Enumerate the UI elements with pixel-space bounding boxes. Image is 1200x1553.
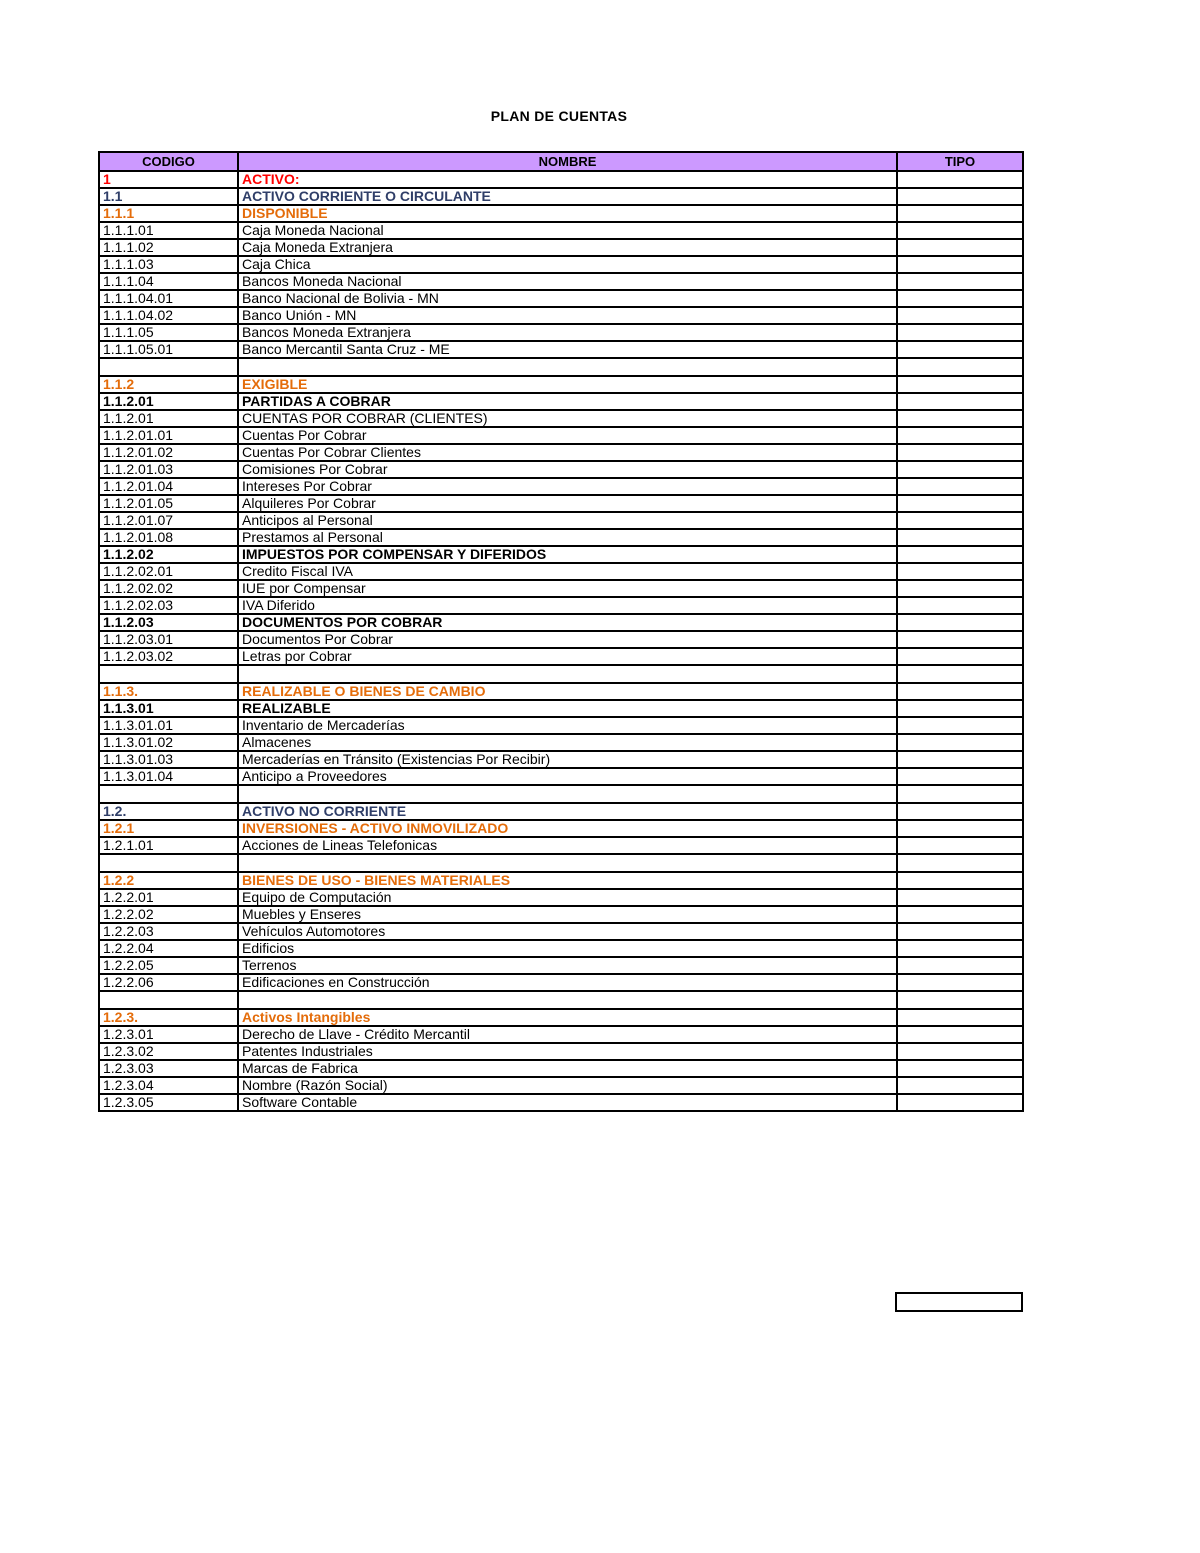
account-code-cell[interactable]: 1.1.1.02 [99, 239, 238, 256]
table-row [99, 957, 1023, 974]
account-name-cell[interactable]: REALIZABLE [238, 700, 897, 717]
account-name-cell[interactable]: Banco Unión - MN [238, 307, 897, 324]
account-type-cell[interactable] [897, 889, 1023, 906]
account-name-cell[interactable]: Letras por Cobrar [238, 648, 897, 665]
account-type-cell[interactable] [897, 205, 1023, 222]
table-row [99, 1026, 1023, 1043]
account-name-cell[interactable]: Almacenes [238, 734, 897, 751]
account-name-cell[interactable]: Banco Nacional de Bolivia - MN [238, 290, 897, 307]
account-code-cell[interactable]: 1.1.3.01.04 [99, 768, 238, 785]
account-code-cell[interactable]: 1.1.2.02.03 [99, 597, 238, 614]
table-row [99, 1094, 1023, 1111]
account-name-cell[interactable]: CUENTAS POR COBRAR (CLIENTES) [238, 410, 897, 427]
table-row [99, 803, 1023, 820]
table-row [99, 700, 1023, 717]
account-code-cell[interactable]: 1.1.2.01.01 [99, 427, 238, 444]
table-row [99, 1060, 1023, 1077]
table-row [99, 205, 1023, 222]
table-row [99, 631, 1023, 648]
account-code-cell[interactable]: 1.2.2.05 [99, 957, 238, 974]
account-name-cell[interactable]: Inventario de Mercaderías [238, 717, 897, 734]
table-row [99, 529, 1023, 546]
account-type-cell[interactable] [897, 341, 1023, 358]
account-type-cell[interactable] [897, 614, 1023, 631]
account-name-cell[interactable]: Caja Moneda Extranjera [238, 239, 897, 256]
table-row [99, 837, 1023, 854]
account-type-cell[interactable] [897, 358, 1023, 376]
account-name-cell[interactable]: Documentos Por Cobrar [238, 631, 897, 648]
table-row [99, 222, 1023, 239]
account-type-cell[interactable] [897, 512, 1023, 529]
table-row [99, 597, 1023, 614]
account-type-cell[interactable] [897, 734, 1023, 751]
account-type-cell[interactable] [897, 1060, 1023, 1077]
account-type-cell[interactable] [897, 820, 1023, 837]
account-code-cell[interactable]: 1.2.3.02 [99, 1043, 238, 1060]
header-row [99, 152, 1023, 171]
table-row [99, 940, 1023, 957]
account-code-cell[interactable]: 1.1.3.01.01 [99, 717, 238, 734]
account-code-cell[interactable]: 1.1 [99, 188, 238, 205]
table-row [99, 546, 1023, 563]
account-name-cell[interactable]: Mercaderías en Tránsito (Existencias Por Recibir) [238, 751, 897, 768]
table-row [99, 256, 1023, 273]
account-code-cell[interactable]: 1.1.2.01.07 [99, 512, 238, 529]
account-code-cell[interactable]: 1.1.2.03.02 [99, 648, 238, 665]
account-code-cell[interactable]: 1.1.3.01.03 [99, 751, 238, 768]
account-type-cell[interactable] [897, 906, 1023, 923]
account-name-cell[interactable]: Derecho de Llave - Crédito Mercantil [238, 1026, 897, 1043]
account-code-cell[interactable]: 1.1.2.02.02 [99, 580, 238, 597]
table-row [99, 341, 1023, 358]
account-code-cell[interactable]: 1.1.1.04.02 [99, 307, 238, 324]
account-name-cell[interactable]: Credito Fiscal IVA [238, 563, 897, 580]
account-name-cell[interactable]: Caja Moneda Nacional [238, 222, 897, 239]
account-code-cell[interactable]: 1.1.1 [99, 205, 238, 222]
account-name-cell[interactable] [238, 785, 897, 803]
account-code-cell[interactable] [99, 665, 238, 683]
account-name-cell[interactable]: Alquileres Por Cobrar [238, 495, 897, 512]
account-code-cell[interactable]: 1.1.2.02.01 [99, 563, 238, 580]
account-type-cell[interactable] [897, 837, 1023, 854]
account-type-cell[interactable] [897, 803, 1023, 820]
account-code-cell[interactable]: 1.2.2 [99, 872, 238, 889]
account-type-cell[interactable] [897, 563, 1023, 580]
account-type-cell[interactable] [897, 222, 1023, 239]
table-body [99, 171, 1023, 1111]
account-type-cell[interactable] [897, 683, 1023, 700]
account-type-cell[interactable] [897, 1043, 1023, 1060]
table-row [99, 495, 1023, 512]
account-code-cell[interactable]: 1.2.3.05 [99, 1094, 238, 1111]
table-row [99, 648, 1023, 665]
table-row [99, 991, 1023, 1009]
account-code-cell[interactable]: 1.2.1.01 [99, 837, 238, 854]
account-type-cell[interactable] [897, 1094, 1023, 1111]
table-row [99, 358, 1023, 376]
account-type-cell[interactable] [897, 290, 1023, 307]
table-row [99, 393, 1023, 410]
account-type-cell[interactable] [897, 393, 1023, 410]
table-row [99, 512, 1023, 529]
account-type-cell[interactable] [897, 648, 1023, 665]
table-row [99, 410, 1023, 427]
accounts-table [98, 151, 1024, 1112]
header-name[interactable]: NOMBRE [238, 152, 897, 171]
table-row [99, 734, 1023, 751]
account-name-cell[interactable]: Edificios [238, 940, 897, 957]
account-code-cell[interactable]: 1.1.1.01 [99, 222, 238, 239]
account-name-cell[interactable]: Edificaciones en Construcción [238, 974, 897, 991]
account-name-cell[interactable]: PARTIDAS A COBRAR [238, 393, 897, 410]
account-type-cell[interactable] [897, 495, 1023, 512]
account-type-cell[interactable] [897, 546, 1023, 563]
account-name-cell[interactable]: Bancos Moneda Extranjera [238, 324, 897, 341]
header-type[interactable]: TIPO [897, 152, 1023, 171]
table-row [99, 974, 1023, 991]
table-row [99, 889, 1023, 906]
account-type-cell[interactable] [897, 410, 1023, 427]
account-type-cell[interactable] [897, 307, 1023, 324]
account-code-cell[interactable]: 1.1.2.01.02 [99, 444, 238, 461]
account-name-cell[interactable]: Anticipo a Proveedores [238, 768, 897, 785]
table-row [99, 872, 1023, 889]
header-code[interactable]: CODIGO [99, 152, 238, 171]
account-code-cell[interactable]: 1.1.2 [99, 376, 238, 393]
account-code-cell[interactable]: 1.2.3. [99, 1009, 238, 1026]
account-name-cell[interactable]: Muebles y Enseres [238, 906, 897, 923]
account-code-cell[interactable]: 1.1.2.03.01 [99, 631, 238, 648]
account-code-cell[interactable]: 1.2.3.04 [99, 1077, 238, 1094]
account-name-cell[interactable]: Caja Chica [238, 256, 897, 273]
account-type-cell[interactable] [897, 256, 1023, 273]
account-type-cell[interactable] [897, 239, 1023, 256]
account-code-cell[interactable]: 1.2.3.03 [99, 1060, 238, 1077]
table-row [99, 854, 1023, 872]
account-type-cell[interactable] [897, 872, 1023, 889]
account-code-cell[interactable]: 1.1.3.01.02 [99, 734, 238, 751]
table-row [99, 376, 1023, 393]
account-type-cell[interactable] [897, 171, 1023, 188]
table-row [99, 1077, 1023, 1094]
account-name-cell[interactable]: Anticipos al Personal [238, 512, 897, 529]
table-row [99, 427, 1023, 444]
account-name-cell[interactable]: IUE por Compensar [238, 580, 897, 597]
account-code-cell[interactable]: 1.1.1.03 [99, 256, 238, 273]
table-row [99, 563, 1023, 580]
table-row [99, 665, 1023, 683]
account-name-cell[interactable]: IMPUESTOS POR COMPENSAR Y DIFERIDOS [238, 546, 897, 563]
account-name-cell[interactable] [238, 854, 897, 872]
account-name-cell[interactable]: Acciones de Lineas Telefonicas [238, 837, 897, 854]
account-code-cell[interactable]: 1.1.2.02 [99, 546, 238, 563]
account-type-cell[interactable] [897, 188, 1023, 205]
account-name-cell[interactable] [238, 358, 897, 376]
account-name-cell[interactable]: ACTIVO CORRIENTE O CIRCULANTE [238, 188, 897, 205]
account-type-cell[interactable] [897, 974, 1023, 991]
account-type-cell[interactable] [897, 324, 1023, 341]
table-row [99, 785, 1023, 803]
account-name-cell[interactable]: Comisiones Por Cobrar [238, 461, 897, 478]
account-type-cell[interactable] [897, 991, 1023, 1009]
table-row [99, 239, 1023, 256]
account-code-cell[interactable]: 1.2. [99, 803, 238, 820]
account-name-cell[interactable]: ACTIVO: [238, 171, 897, 188]
table-row [99, 768, 1023, 785]
account-type-cell[interactable] [897, 529, 1023, 546]
account-type-cell[interactable] [897, 1026, 1023, 1043]
table-row [99, 461, 1023, 478]
table-row [99, 188, 1023, 205]
account-code-cell[interactable] [99, 785, 238, 803]
account-code-cell[interactable]: 1.1.1.05 [99, 324, 238, 341]
account-name-cell[interactable]: INVERSIONES - ACTIVO INMOVILIZADO [238, 820, 897, 837]
account-code-cell[interactable]: 1.2.2.03 [99, 923, 238, 940]
account-type-cell[interactable] [897, 1009, 1023, 1026]
account-name-cell[interactable]: Bancos Moneda Nacional [238, 273, 897, 290]
account-code-cell[interactable]: 1.1.1.05.01 [99, 341, 238, 358]
account-name-cell[interactable]: EXIGIBLE [238, 376, 897, 393]
account-type-cell[interactable] [897, 957, 1023, 974]
account-name-cell[interactable] [238, 991, 897, 1009]
account-name-cell[interactable]: Cuentas Por Cobrar [238, 427, 897, 444]
account-type-cell[interactable] [897, 665, 1023, 683]
table-row [99, 683, 1023, 700]
account-code-cell[interactable] [99, 358, 238, 376]
table-row [99, 171, 1023, 188]
table-row [99, 290, 1023, 307]
account-name-cell[interactable]: Patentes Industriales [238, 1043, 897, 1060]
account-type-cell[interactable] [897, 580, 1023, 597]
table-row [99, 1043, 1023, 1060]
account-name-cell[interactable]: Prestamos al Personal [238, 529, 897, 546]
account-type-cell[interactable] [897, 427, 1023, 444]
account-name-cell[interactable]: Nombre (Razón Social) [238, 1077, 897, 1094]
account-type-cell[interactable] [897, 461, 1023, 478]
account-name-cell[interactable]: REALIZABLE O BIENES DE CAMBIO [238, 683, 897, 700]
table-row [99, 307, 1023, 324]
account-code-cell[interactable]: 1.2.2.04 [99, 940, 238, 957]
table-row [99, 820, 1023, 837]
account-name-cell[interactable]: DISPONIBLE [238, 205, 897, 222]
table-row [99, 1009, 1023, 1026]
table-row [99, 324, 1023, 341]
account-name-cell[interactable]: Terrenos [238, 957, 897, 974]
account-type-cell[interactable] [897, 785, 1023, 803]
table-row [99, 751, 1023, 768]
account-code-cell[interactable]: 1.1.3. [99, 683, 238, 700]
account-name-cell[interactable]: IVA Diferido [238, 597, 897, 614]
account-code-cell[interactable]: 1.1.2.01 [99, 393, 238, 410]
account-type-cell[interactable] [897, 768, 1023, 785]
table-row [99, 478, 1023, 495]
account-code-cell[interactable]: 1.2.2.02 [99, 906, 238, 923]
page-title: PLAN DE CUENTAS [490, 108, 628, 124]
account-type-cell[interactable] [897, 700, 1023, 717]
account-name-cell[interactable]: ACTIVO NO CORRIENTE [238, 803, 897, 820]
account-type-cell[interactable] [897, 923, 1023, 940]
account-name-cell[interactable]: Banco Mercantil Santa Cruz - ME [238, 341, 897, 358]
account-code-cell[interactable]: 1.2.3.01 [99, 1026, 238, 1043]
account-name-cell[interactable]: DOCUMENTOS POR COBRAR [238, 614, 897, 631]
account-type-cell[interactable] [897, 376, 1023, 393]
account-code-cell[interactable]: 1.1.2.01.03 [99, 461, 238, 478]
table-row [99, 717, 1023, 734]
account-name-cell[interactable] [238, 665, 897, 683]
account-name-cell[interactable]: Software Contable [238, 1094, 897, 1111]
account-code-cell[interactable]: 1.2.2.06 [99, 974, 238, 991]
account-code-cell[interactable]: 1.1.1.04 [99, 273, 238, 290]
account-type-cell[interactable] [897, 1077, 1023, 1094]
account-code-cell[interactable]: 1.1.2.01 [99, 410, 238, 427]
account-name-cell[interactable]: BIENES DE USO - BIENES MATERIALES [238, 872, 897, 889]
table-row [99, 273, 1023, 290]
account-name-cell[interactable]: Vehículos Automotores [238, 923, 897, 940]
table-row [99, 444, 1023, 461]
account-name-cell[interactable]: Cuentas Por Cobrar Clientes [238, 444, 897, 461]
account-code-cell[interactable]: 1.1.3.01 [99, 700, 238, 717]
account-code-cell[interactable]: 1.1.2.01.04 [99, 478, 238, 495]
account-code-cell[interactable]: 1.2.1 [99, 820, 238, 837]
account-type-cell[interactable] [897, 597, 1023, 614]
account-name-cell[interactable]: Marcas de Fabrica [238, 1060, 897, 1077]
account-code-cell[interactable]: 1.1.1.04.01 [99, 290, 238, 307]
account-type-cell[interactable] [897, 273, 1023, 290]
table-row [99, 906, 1023, 923]
account-type-cell[interactable] [897, 854, 1023, 872]
account-type-cell[interactable] [897, 478, 1023, 495]
account-type-cell[interactable] [897, 631, 1023, 648]
account-name-cell[interactable]: Intereses Por Cobrar [238, 478, 897, 495]
empty-type-cell[interactable] [895, 1292, 1023, 1312]
table-row [99, 614, 1023, 631]
account-type-cell[interactable] [897, 751, 1023, 768]
account-code-cell[interactable] [99, 991, 238, 1009]
account-code-cell[interactable]: 1.1.2.03 [99, 614, 238, 631]
table-row [99, 923, 1023, 940]
account-type-cell[interactable] [897, 444, 1023, 461]
account-name-cell[interactable]: Equipo de Computación [238, 889, 897, 906]
table-row [99, 580, 1023, 597]
account-type-cell[interactable] [897, 940, 1023, 957]
account-type-cell[interactable] [897, 717, 1023, 734]
account-code-cell[interactable]: 1 [99, 171, 238, 188]
account-code-cell[interactable] [99, 854, 238, 872]
account-code-cell[interactable]: 1.1.2.01.08 [99, 529, 238, 546]
account-code-cell[interactable]: 1.2.2.01 [99, 889, 238, 906]
account-code-cell[interactable]: 1.1.2.01.05 [99, 495, 238, 512]
account-name-cell[interactable]: Activos Intangibles [238, 1009, 897, 1026]
